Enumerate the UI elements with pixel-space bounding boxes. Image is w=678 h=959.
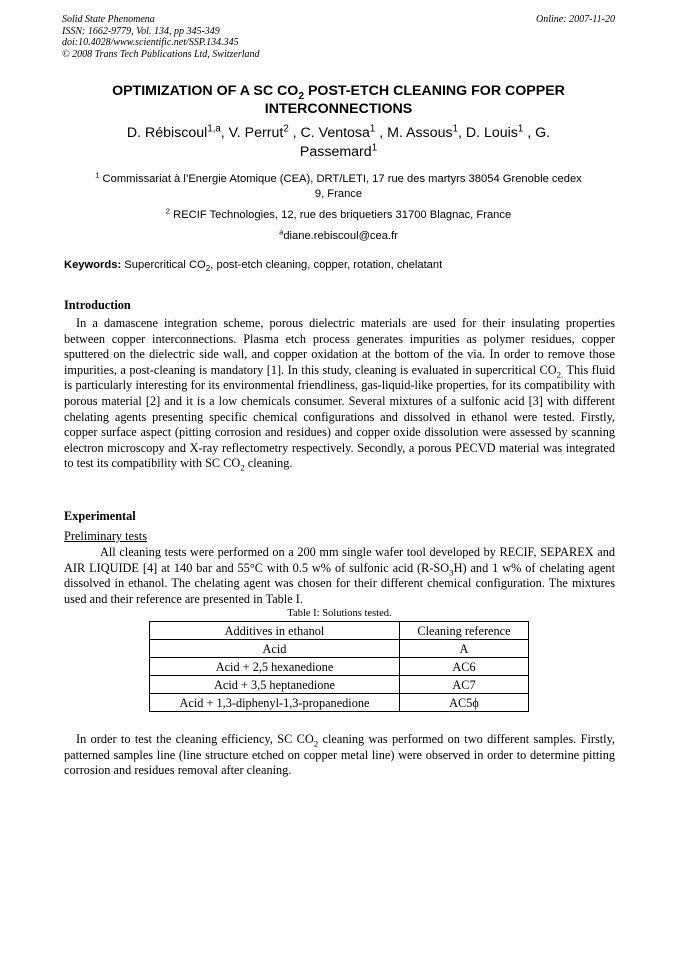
table-row	[150, 658, 529, 676]
experimental-heading: Experimental	[64, 509, 136, 523]
table-cell: AC7	[400, 676, 529, 694]
online-date: Online: 2007-11-20	[536, 14, 615, 25]
issn-line: ISSN: 1662-9779, Vol. 134, pp 345-349	[62, 25, 220, 37]
author-2: , V. Perrut	[220, 125, 284, 141]
paper-title	[62, 82, 615, 118]
table-caption: Table I: Solutions tested.	[287, 608, 392, 619]
author-list: D. Rébiscoul$^{1,a}$, V. Perrut$^2$ , C. Ventosa$^1$ , M. Assous$^1$, D. Louis$^1$ , G. Passemard$^1$	[126, 123, 551, 160]
closing-paragraph: In order to test the cleaning efficiency, SC $CO_2$ cleaning was performed on two different samples. Firstly, patterned samples line (line structure etched on copper metal line) were observed in order to determine pitting corrosion and residues removal after cleaning.	[64, 732, 615, 778]
keywords-label: Keywords:	[64, 259, 122, 271]
introduction-heading: Introduction	[64, 298, 131, 312]
table-cell: AC5ϕ	[400, 694, 529, 712]
journal-header	[62, 14, 260, 60]
table-cell: Acid + 3,5 heptanedione	[150, 676, 400, 694]
table-row	[150, 676, 529, 694]
table-cell: Acid + 2,5 hexanedione	[150, 658, 400, 676]
contact-email: $^a$diane.rebiscoul@cea.fr	[279, 227, 398, 242]
author-6: Passemard	[299, 144, 372, 160]
table-row	[150, 640, 529, 658]
title-line-1: OPTIMIZATION OF A SC $CO_2$ POST-ETCH CLEANING FOR COPPER	[112, 83, 565, 102]
author-1: D. Rébiscoul	[126, 125, 208, 141]
author-5: , D. Louis	[457, 125, 518, 141]
table-cell: AC6	[400, 658, 529, 676]
table-cell: Acid	[150, 640, 400, 658]
table-header-cell: Additives in ethanol	[150, 622, 400, 640]
affiliation-2: $^2$ RECIF Technologies, 12, rue des briquetiers 31700 Blagnac, France	[165, 206, 512, 221]
table-header-row	[150, 622, 529, 640]
table-cell: Acid + 1,3-diphenyl-1,3-propanedione	[150, 694, 400, 712]
copyright-line: © 2008 Trans Tech Publications Ltd, Switzerland	[62, 48, 260, 60]
preliminary-tests-heading: Preliminary tests	[64, 529, 147, 543]
introduction-paragraph: In a damascene integration scheme, porous dielectric materials are used for their insulating properties between copper interconnections. Plasma etch process generates impurities as polymer residues, copper sputtered on the dielectric side wall, and copper oxidation at the bottom of the via. In order to remove those impurities, a post-cleaning is mandatory [1]. In this study, cleaning is evaluated in supercritical $CO_{2.}$ This fluid is particularly interesting for its environmental friendliness, gas-liquid-like properties, for its compatibility with porous material [2] and it is a low chemicals consumer. Several mixtures of a sulfonic acid [3] with different chelating agents presenting specific chemical configurations and dissolved in ethanol were tested. Firstly, copper surface aspect (pitting corrosion and residues) and copper oxide dissolution were assessed by scanning electron microscopy and X-ray reflectometry respectively. Secondly, a porous PECVD material was integrated to test its compatibility with SC $CO_2$ cleaning.	[64, 316, 615, 473]
title-line-2: INTERCONNECTIONS	[264, 101, 413, 117]
author-3: , C. Ventosa	[288, 125, 370, 141]
table-header-cell: Cleaning reference	[400, 622, 529, 640]
affiliation-1: $^1$ Commissariat à l’Energie Atomique (CEA), DRT/LETI, 17 rue des martyrs 38054 Grenoble cedex 9, France	[95, 170, 582, 200]
doi-line: doi:10.4028/www.scientific.net/SSP.134.345	[62, 37, 239, 48]
keywords: Keywords: Supercritical $CO_2$, post-etch cleaning, copper, rotation, chelatant	[64, 259, 443, 274]
author-4: , M. Assous	[375, 125, 453, 141]
table-cell: A	[400, 640, 529, 658]
journal-name: Solid State Phenomena	[62, 14, 155, 25]
solutions-table	[149, 621, 529, 712]
table-row	[150, 694, 529, 712]
experimental-paragraph: All cleaning tests were performed on a 200 mm single wafer tool developed by RECIF, SEPAREX and AIR LIQUIDE [4] at 140 bar and 55°C with 0.5 w% of sulfonic acid $(R-SO_3H)$ and 1 w% of chelating agent dissolved in ethanol. The chelating agent was chosen for their different chemical configuration. The mixtures used and their reference are presented in Table I.	[64, 545, 615, 606]
